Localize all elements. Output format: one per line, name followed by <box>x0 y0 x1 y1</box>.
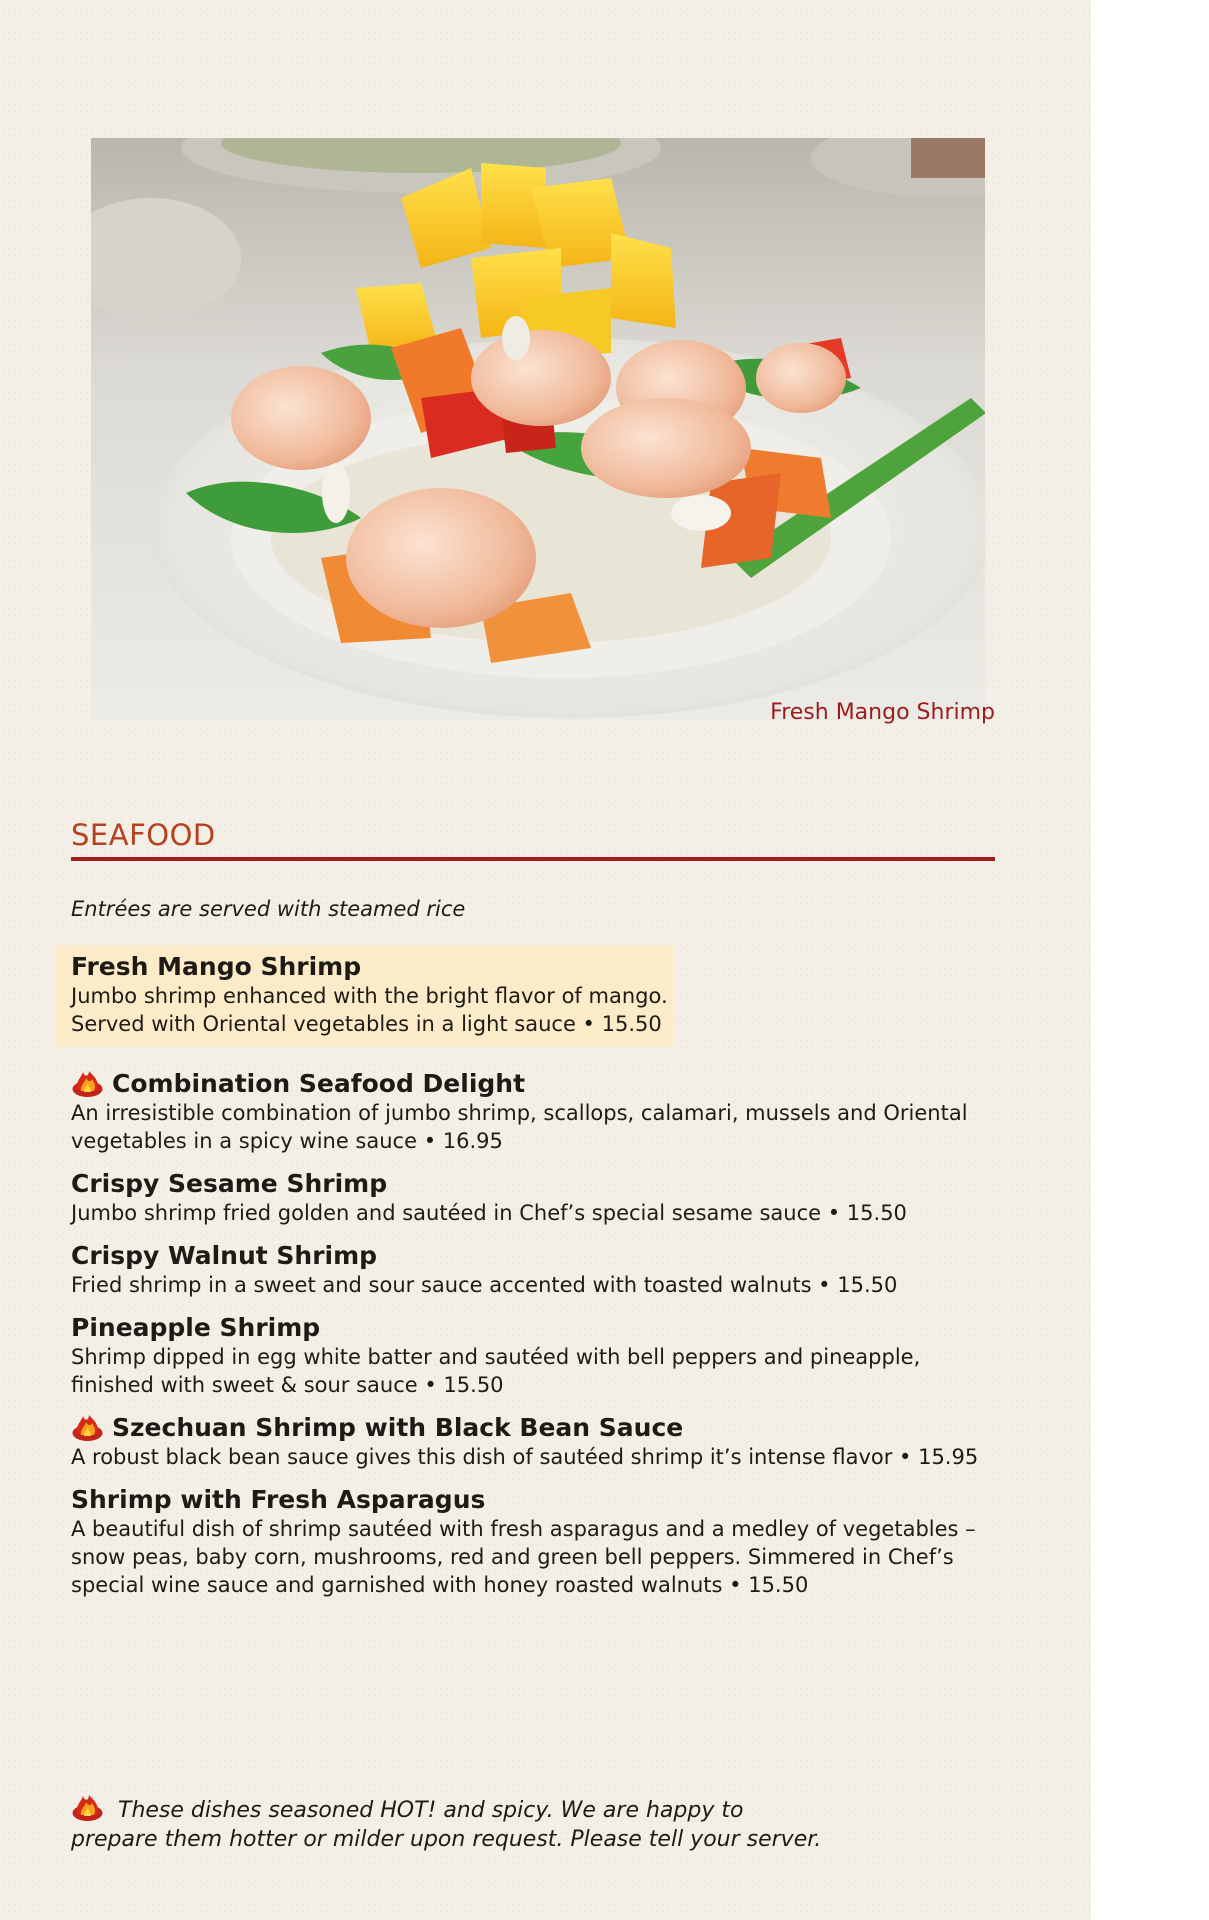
menu-item <box>56 1069 996 1155</box>
item-description: A robust black bean sauce gives this dish of sautéed shrimp it’s intense flavor • 15.95 <box>71 1445 979 1469</box>
section-divider <box>71 857 995 861</box>
menu-item <box>56 1485 996 1599</box>
item-description: Fried shrimp in a sweet and sour sauce accented with toasted walnuts • 15.50 <box>71 1273 898 1297</box>
menu-item <box>56 1413 996 1471</box>
footnote-text: These dishes seasoned HOT! and spicy. We are happy to prepare them hotter or milder upon request. Please tell your server. <box>71 1798 822 1852</box>
item-name: Fresh Mango Shrimp <box>71 952 362 981</box>
served-with-note: Entrées are served with steamed rice <box>71 897 466 921</box>
photo-caption: Fresh Mango Shrimp <box>770 700 995 725</box>
item-description: Shrimp dipped in egg white batter and sautéed with bell peppers and pineapple, finished with sweet & sour sauce • 15.50 <box>71 1345 921 1397</box>
dish-photo <box>91 138 985 720</box>
item-description: A beautiful dish of shrimp sautéed with fresh asparagus and a medley of vegetables – snow peas, baby corn, mushrooms, red and green bell peppers. Simmered in Chef’s special wine sauce and garnished with honey roasted walnuts • 15.50 <box>71 1517 976 1597</box>
item-description: Jumbo shrimp fried golden and sautéed in Chef’s special sesame sauce • 15.50 <box>71 1201 907 1225</box>
item-name: Pineapple Shrimp <box>71 1313 321 1342</box>
item-name: Combination Seafood Delight <box>112 1069 526 1098</box>
item-name: Crispy Sesame Shrimp <box>71 1169 388 1198</box>
flame-icon <box>71 1414 104 1442</box>
menu-item <box>56 1313 996 1399</box>
flame-icon <box>71 1070 104 1098</box>
item-description: Jumbo shrimp enhanced with the bright flavor of mango. Served with Oriental vegetables in a light sauce • 15.50 <box>71 984 668 1036</box>
section-title: SEAFOOD <box>71 818 216 852</box>
spicy-footnote <box>71 1794 831 1854</box>
item-name: Shrimp with Fresh Asparagus <box>71 1485 486 1514</box>
menu-item <box>56 1169 996 1227</box>
item-description: An irresistible combination of jumbo shrimp, scallops, calamari, mussels and Oriental vegetables in a spicy wine sauce • 16.95 <box>71 1101 968 1153</box>
menu-item <box>56 945 673 1047</box>
item-name: Szechuan Shrimp with Black Bean Sauce <box>112 1413 684 1442</box>
mango-shrimp-image <box>91 138 985 720</box>
item-name: Crispy Walnut Shrimp <box>71 1241 378 1270</box>
flame-icon <box>71 1794 104 1822</box>
menu-item <box>56 1241 996 1299</box>
menu-list <box>56 945 996 1613</box>
